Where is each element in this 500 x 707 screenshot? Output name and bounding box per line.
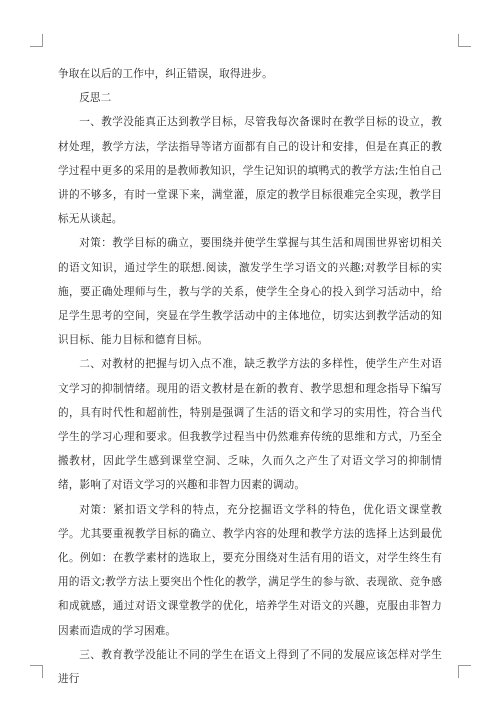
paragraph-problem-1: 一、教学没能真正达到教学目标，尽管我每次备课时在教学目标的设立，教材处理，教学方法，学法指导等诸方面都有自己的设计和安排，但是在真正的教学过程中更多的采用的是教师教知识，学生记知识的填鸭式的教学方法;生怕自己讲的不够多，有时一堂课下来，满堂灌，原定的教学目标很难完全实现，教学目标无从谈起。 bbox=[58, 116, 442, 226]
crop-mark-top-left bbox=[30, 34, 43, 47]
document-body bbox=[58, 62, 442, 691]
crop-mark-bottom-right bbox=[458, 665, 471, 678]
section-heading: 反思二 bbox=[79, 92, 112, 105]
paragraph-continuation: 争取在以后的工作中，纠正错误，取得进步。 bbox=[58, 68, 273, 80]
crop-mark-top-right bbox=[458, 34, 471, 47]
paragraph-solution-2: 对策：紧扣语文学科的特点，充分挖掘语文学科的特色，优化语文课堂教学。尤其要重视教学目标的确立、教学内容的处理和教学方法的选择上达到最优化。例如：在教学素材的选取上，要充分围绕对生活有用的语文，对学生终生有用的语文;教学方法上要突出个性化的教学，满足学生的参与欲、表现欲、竞争感和成就感，通过对语文课堂教学的优化，培养学生对语文的兴趣，克服由非智力因素而造成的学习困难。 bbox=[58, 503, 442, 637]
paragraph-problem-3: 三、教育教学没能让不同的学生在语文上得到了不同的发展应该怎样对学生进行 bbox=[58, 648, 442, 686]
paragraph-solution-1: 对策：教学目标的确立，要围绕并使学生掌握与其生活和周围世界密切相关的语文知识，通过学生的联想.阅读，激发学生学习语文的兴趣;对教学目标的实施，要正确处理师与生，教与学的关系，使学生全身心的投入到学习活动中，给足学生思考的空间，突显在学生教学活动中的主体地位，切实达到教学活动的知识目标、能力目标和德育目标。 bbox=[58, 237, 442, 347]
paragraph-problem-2: 二、对教材的把握与切入点不准，缺乏教学方法的多样性，使学生产生对语文学习的抑制情绪。现用的语文教材是在新的教育、教学思想和理念指导下编写的，具有时代性和超前性，特别是强调了生活的语文和学习的实用性，符合当代学生的学习心理和要求。但我教学过程当中仍然难弃传统的思维和方式，乃至全搬教材，因此学生感到课堂空洞、乏味，久而久之产生了对语文学习的抑制情绪，影响了对语文学习的兴趣和非智力因素的调动。 bbox=[58, 358, 442, 492]
crop-mark-bottom-left bbox=[30, 665, 43, 678]
